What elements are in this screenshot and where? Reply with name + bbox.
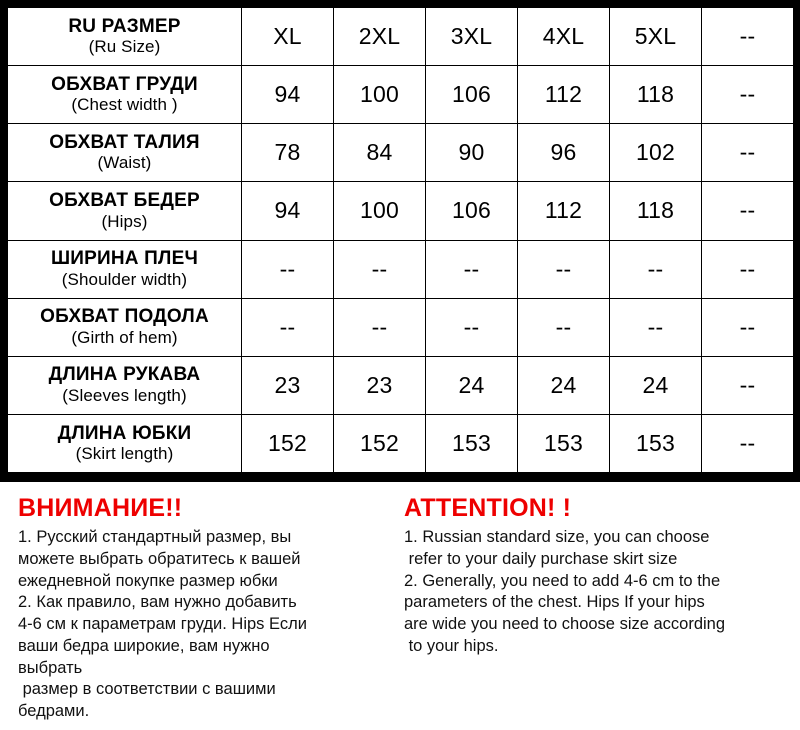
measurement-cell: -- [702,66,794,124]
note-line: 1. Russian standard size, you can choose [404,528,710,546]
measurement-cell: 100 [334,66,426,124]
measurement-cell: -- [610,240,702,298]
row-label-en: (Shoulder width) [61,269,188,289]
measurement-cell: 100 [334,182,426,240]
table-row [8,8,794,66]
row-label-cell [8,124,242,182]
row-label-ru: ОБХВАТ ПОДОЛА [40,306,209,328]
measurement-cell: 102 [610,124,702,182]
measurement-cell: 23 [242,356,334,414]
note-line: 2. Как правило, вам нужно добавить [18,593,297,612]
row-label-en: (Ru Size) [88,37,161,57]
measurement-cell: 112 [518,182,610,240]
row-label-ru: ШИРИНА ПЛЕЧ [50,248,198,270]
note-line: ежедневной покупке размер юбки [18,571,278,590]
note-line: бедрами. [18,702,90,721]
row-label-cell [8,240,242,298]
measurement-cell: 112 [518,66,610,124]
note-line: refer to your daily purchase skirt size [404,549,678,568]
size-table [7,7,794,473]
measurement-cell: -- [518,298,610,356]
measurement-cell: 153 [610,414,702,472]
size-header-cell: 5XL [610,8,702,66]
row-label-cell [8,414,242,472]
measurement-cell: 23 [334,356,426,414]
measurement-cell: 24 [610,356,702,414]
note-line: ваши бедра широкие, вам нужно [18,636,270,655]
note-line: are wide you need to choose size according [404,615,726,634]
measurement-cell: 118 [610,182,702,240]
english-note-body [404,527,790,658]
measurement-cell: -- [426,240,518,298]
measurement-cell: -- [702,182,794,240]
note-line: можете выбрать обратитесь к вашей [18,549,301,568]
measurement-cell: 96 [518,124,610,182]
measurement-cell: 153 [426,414,518,472]
measurement-cell: 106 [426,182,518,240]
row-label-ru: ОБХВАТ БЕДЕР [49,190,200,211]
note-line: parameters of the chest. Hips If your hips [404,593,705,612]
row-label-ru: ДЛИНА ЮБКИ [57,422,192,444]
size-header-cell: -- [702,8,794,66]
measurement-cell: -- [702,298,794,356]
row-label-ru: RU РАЗМЕР [68,15,181,37]
note-line: to your hips. [404,636,499,655]
size-header-cell: 2XL [334,8,426,66]
row-label-ru: ДЛИНА РУКАВА [48,364,201,386]
note-line: выбрать [18,658,83,677]
row-label-en: (Sleeves length) [62,385,187,405]
note-line: 4-6 см к параметрам груди. Hips Если [18,615,307,634]
row-label-cell [8,182,242,240]
row-label-en: (Skirt length) [75,444,174,464]
note-line: 1. Русский стандартный размер, вы [18,528,292,546]
measurement-cell: 24 [426,356,518,414]
measurement-cell: 78 [242,124,334,182]
measurement-cell: 152 [334,414,426,472]
russian-note-heading: ВНИМАНИЕ!! [18,494,183,522]
measurement-cell: 106 [426,66,518,124]
size-table-body [8,8,794,473]
note-line: размер в соответствии с вашими [18,680,276,699]
measurement-cell: 94 [242,182,334,240]
measurement-cell: -- [702,124,794,182]
row-label-cell [8,66,242,124]
measurement-cell: -- [334,240,426,298]
row-label-cell [8,8,242,66]
table-row [8,414,794,472]
row-label-cell [8,298,242,356]
measurement-cell: -- [242,298,334,356]
table-row [8,124,794,182]
measurement-cell: -- [702,240,794,298]
measurement-cell: -- [426,298,518,356]
table-row [8,182,794,240]
measurement-cell: -- [702,356,794,414]
table-row [8,298,794,356]
measurement-cell: 90 [426,124,518,182]
measurement-cell: -- [610,298,702,356]
measurement-cell: -- [242,240,334,298]
row-label-ru: ОБХВАТ ТАЛИЯ [49,131,200,153]
measurement-cell: 118 [610,66,702,124]
measurement-cell: 24 [518,356,610,414]
row-label-en: (Hips) [101,211,148,231]
measurement-cell: -- [518,240,610,298]
size-header-cell: 4XL [518,8,610,66]
measurement-cell: 84 [334,124,426,182]
row-label-en: (Chest width ) [71,95,178,115]
russian-note-body [18,527,390,723]
measurement-cell: -- [334,298,426,356]
row-label-cell [8,356,242,414]
note-line: 2. Generally, you need to add 4-6 cm to the [404,571,721,590]
notes-section [0,482,800,730]
size-header-cell: 3XL [426,8,518,66]
table-row [8,240,794,298]
row-label-ru: ОБХВАТ ГРУДИ [51,73,198,95]
measurement-cell: 153 [518,414,610,472]
english-note-heading: ATTENTION! ! [404,494,572,522]
size-header-cell: XL [242,8,334,66]
measurement-cell: -- [702,414,794,472]
table-row [8,356,794,414]
measurement-cell: 152 [242,414,334,472]
measurement-cell: 94 [242,66,334,124]
row-label-en: (Waist) [97,153,152,173]
english-note-column [404,482,790,658]
russian-note-column [18,482,390,723]
table-row [8,66,794,124]
row-label-en: (Girth of hem) [71,327,178,347]
